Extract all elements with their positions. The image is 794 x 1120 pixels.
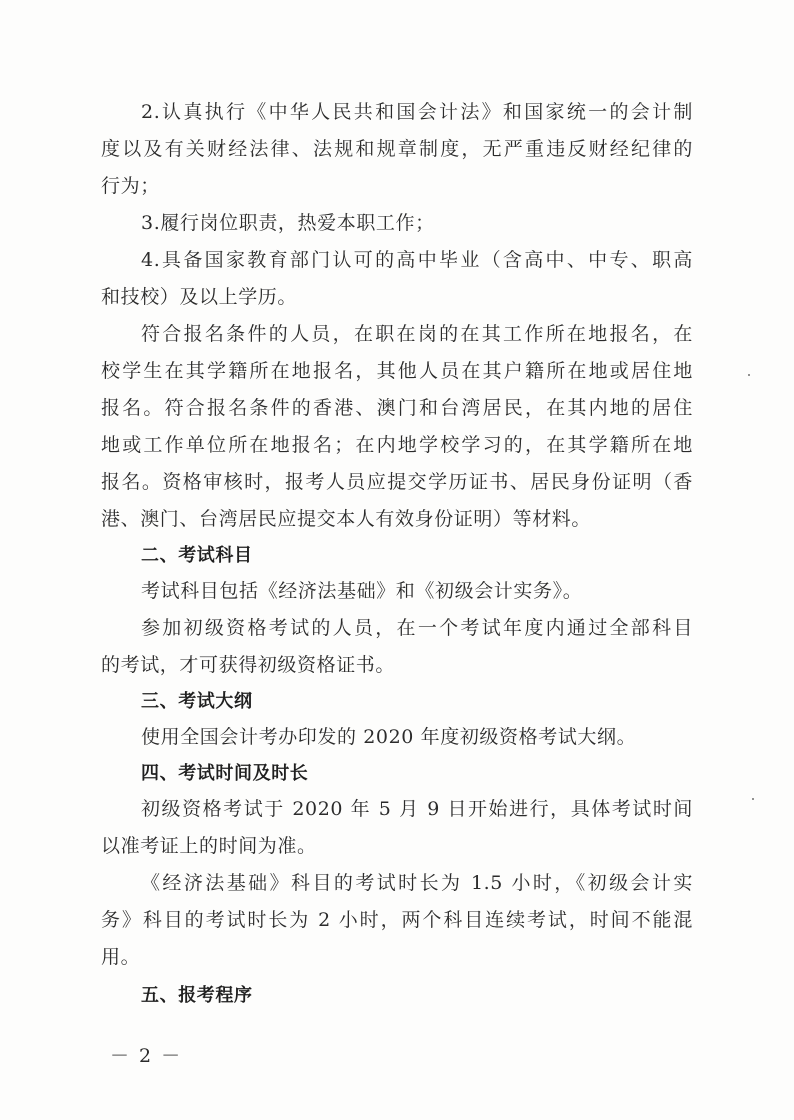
paragraph-line: 3.履行岗位职责，热爱本职工作； [141, 212, 435, 234]
page-number: － 2 － [110, 1045, 183, 1067]
paragraph-line: 4.具备国家教育部门认可的高中毕业（含高中、中专、职高 [141, 249, 693, 271]
paragraph-line: 报名。资格审核时，报考人员应提交学历证书、居民身份证明（香 [101, 471, 693, 493]
paragraph-line: 的考试，才可获得初级资格证书。 [101, 654, 396, 676]
paragraph-line: 港、澳门、台湾居民应提交本人有效身份证明）等材料。 [101, 508, 592, 530]
document-body [101, 94, 693, 1013]
paragraph-line: 报名。符合报名条件的香港、澳门和台湾居民，在其内地的居住 [101, 397, 693, 419]
paragraph-line: 地或工作单位所在地报名；在内地学校学习的，在其学籍所在地 [101, 434, 693, 456]
section-heading: 五、报考程序 [141, 985, 253, 1006]
paragraph-line: 用。 [101, 946, 141, 968]
section-heading: 二、考试科目 [141, 545, 253, 566]
paragraph-line: 行为； [101, 175, 160, 197]
paragraph-line: 以准考证上的时间为准。 [101, 835, 317, 857]
section-heading: 四、考试时间及时长 [141, 763, 309, 784]
paragraph-line: 符合报名条件的人员，在职在岗的在其工作所在地报名，在 [141, 323, 693, 345]
scan-speck [748, 374, 750, 376]
paragraph-line: 《经济法基础》科目的考试时长为 1.5 小时，《初级会计实 [141, 872, 693, 894]
paragraph-line: 校学生在其学籍所在地报名，其他人员在其户籍所在地或居住地 [101, 360, 693, 382]
paragraph-line: 使用全国会计考办印发的 2020 年度初级资格考试大纲。 [141, 726, 637, 748]
paragraph-line: 和技校）及以上学历。 [101, 286, 298, 308]
scan-speck [752, 798, 754, 800]
paragraph-line: 度以及有关财经法律、法规和规章制度，无严重违反财经纪律的 [101, 138, 693, 160]
paragraph-line: 2.认真执行《中华人民共和国会计法》和国家统一的会计制 [141, 101, 693, 123]
paragraph-line: 参加初级资格考试的人员，在一个考试年度内通过全部科目 [141, 617, 693, 639]
paragraph-line: 初级资格考试于 2020 年 5 月 9 日开始进行，具体考试时间 [141, 798, 693, 820]
paragraph-line: 务》科目的考试时长为 2 小时，两个科目连续考试，时间不能混 [101, 909, 693, 931]
paragraph-line: 考试科目包括《经济法基础》和《初级会计实务》。 [141, 580, 583, 602]
section-heading: 三、考试大纲 [141, 691, 253, 712]
